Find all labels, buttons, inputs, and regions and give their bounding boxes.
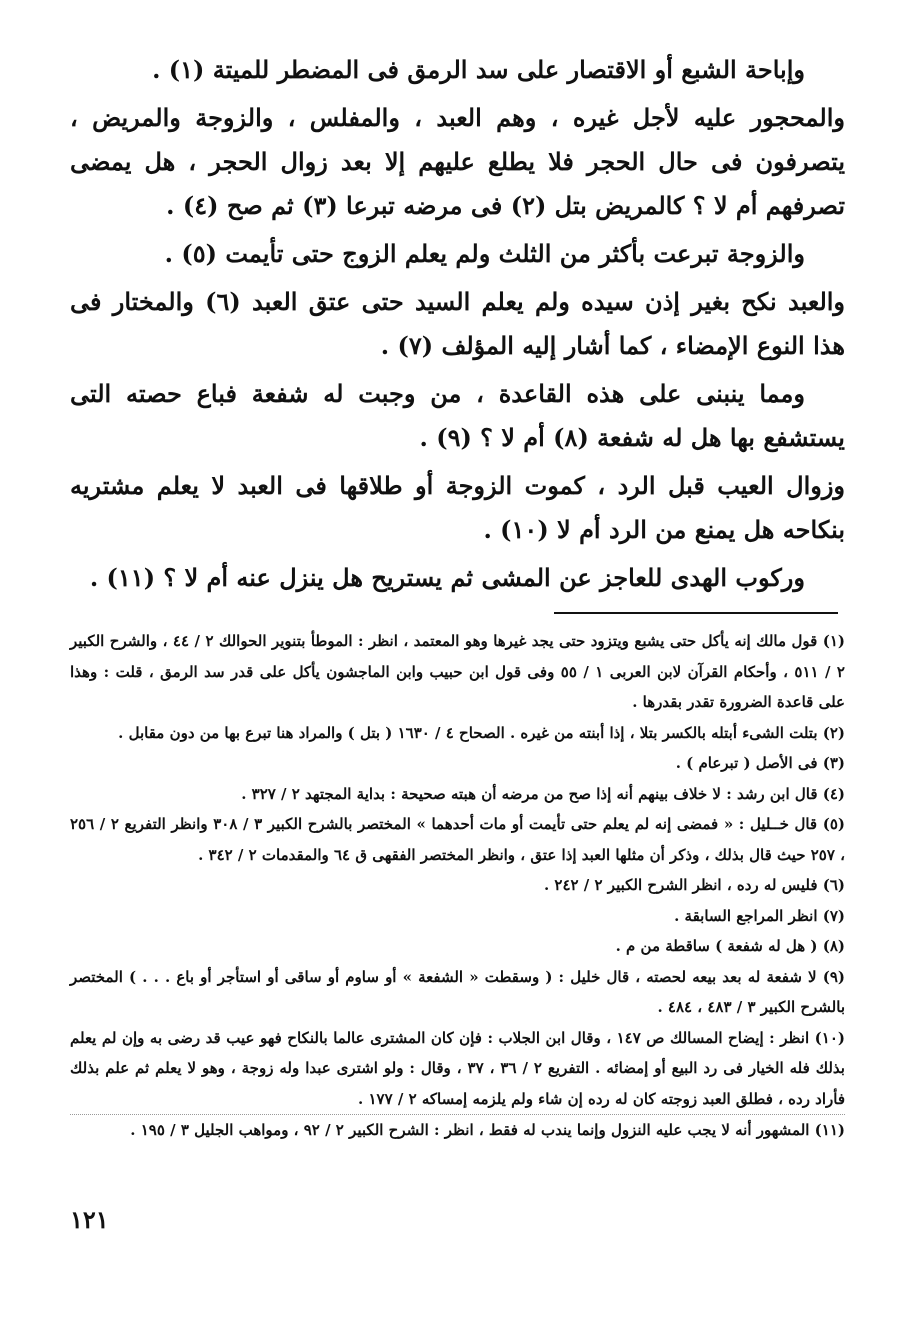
footnote: (٤) قال ابن رشد : لا خلاف بينهم أنه إذا صح من مرضه أن هبته صحيحة : بداية المجتهد ٢ / ٣٢٧ .: [241, 784, 845, 803]
page-number: ١٢١: [70, 1205, 109, 1234]
paragraph: والمحجور عليه لأجل غيره ، وهم العبد ، والمفلس ، والزوجة والمريض ، يتصرفون فى حال الحجر فلا يطلع عليهم إلا بعد زوال الحجر ، هل يمضى تصرفهم أم لا ؟ كالمريض بتل (٢) فى مرضه تبرعا (٣) ثم صح (٤) .: [70, 103, 845, 220]
paragraph: وزوال العيب قبل الرد ، كموت الزوجة أو طلاقها فى العبد لا يعلم مشتريه بنكاحه هل يمنع من الرد أم لا (١٠) .: [70, 471, 845, 544]
footnote: (١٠) انظر : إيضاح المسالك ص ١٤٧ ، وقال ابن الجلاب : فإن كان المشترى عالما بالنكاح فهو عيب قد رضى به وإن لم يعلم بذلك فله الخيار فى رد البيع أو إمضائه . التفريع ٢ / ٣٦ ، ٣٧ ، وقال : ولو اشترى عبدا وله زوجة ، وهو لا يعلم ثم علم بذلك فأراد رده ، فطلق العبد زوجته كان له رده إن شاء ولم يلزمه إمساكه ٢ / ١٧٧ .: [70, 1028, 846, 1108]
paragraph: والزوجة تبرعت بأكثر من الثلث ولم يعلم الزوج حتى تأيمت (٥) .: [164, 239, 805, 268]
paragraph: ومما ينبنى على هذه القاعدة ، من وجبت له شفعة فباع حصته التى يستشفع بها هل له شفعة (٨) أم لا ؟ (٩) .: [70, 379, 845, 452]
footnote-divider: [554, 612, 838, 614]
footnote: (١١) المشهور أنه لا يجب عليه النزول وإنما يندب له فقط ، انظر : الشرح الكبير ٢ / ٩٢ ، ومواهب الجليل ٣ / ١٩٥ .: [70, 1114, 845, 1146]
footnote: (٦) فليس له رده ، انظر الشرح الكبير ٢ / ٢٤٢ .: [543, 876, 845, 894]
footnote: (١) قول مالك إنه يأكل حتى يشبع ويتزود حتى يجد غيرها وهو المعتمد ، انظر : الموطأ بتنوير الحوالك ٢ / ٤٤ ، والشرح الكبير ٢ / ٥١١ ، وأحكام القرآن لابن العربى ١ / ٥٥ وفى قول ابن حبيب وابن الماجشون يأكل على قدر سد الرمق ، قلت : وهذا على قاعدة الضرورة تقدر بقدرها .: [70, 632, 845, 711]
footnote: (٢) بتلت الشىء أبتله بالكسر بتلا ، إذا أبنته من غيره . الصحاح ٤ / ١٦٣٠ ( بتل ) والمراد هنا تبرع بها من دون مقابل .: [118, 723, 845, 742]
footnotes: [70, 626, 845, 1146]
footnote: (٥) قال خــليل : « فمضى إنه لم يعلم حتى تأيمت أو مات أحدهما » المختصر بالشرح الكبير ٣ / ٣٠٨ وانظر التفريع ٢ / ٢٥٦ ، ٢٥٧ حيث قال بذلك ، وذكر أن مثلها العبد إذا عتق ، وانظر المختصر الفقهى ق ٦٤ والمقدمات ٢ / ٣٤٢ .: [70, 815, 845, 864]
footnote: (٨) ( هل له شفعة ) ساقطة من م .: [615, 937, 845, 955]
main-text: [70, 48, 845, 600]
footnote: (٣) فى الأصل ( تبرعام ) .: [675, 754, 845, 772]
paragraph: وركوب الهدى للعاجز عن المشى ثم يستريح هل ينزل عنه أم لا ؟ (١١) .: [89, 563, 805, 592]
footnote: (٩) لا شفعة له بعد بيعه لحصته ، قال خليل : ( وسقطت « الشفعة » أو ساوم أو ساقى أو استأجر أو باع . . . ) المختصر بالشرح الكبير ٣ / ٤٨٣ ، ٤٨٤ .: [70, 967, 845, 1016]
paragraph: والعبد نكح بغير إذن سيده ولم يعلم السيد حتى عتق العبد (٦) والمختار فى هذا النوع الإمضاء ، كما أشار إليه المؤلف (٧) .: [70, 287, 846, 360]
paragraph: وإباحة الشبع أو الاقتصار على سد الرمق فى المضطر للميتة (١) .: [152, 55, 805, 84]
footnote: (٧) انظر المراجع السابقة .: [674, 906, 845, 925]
